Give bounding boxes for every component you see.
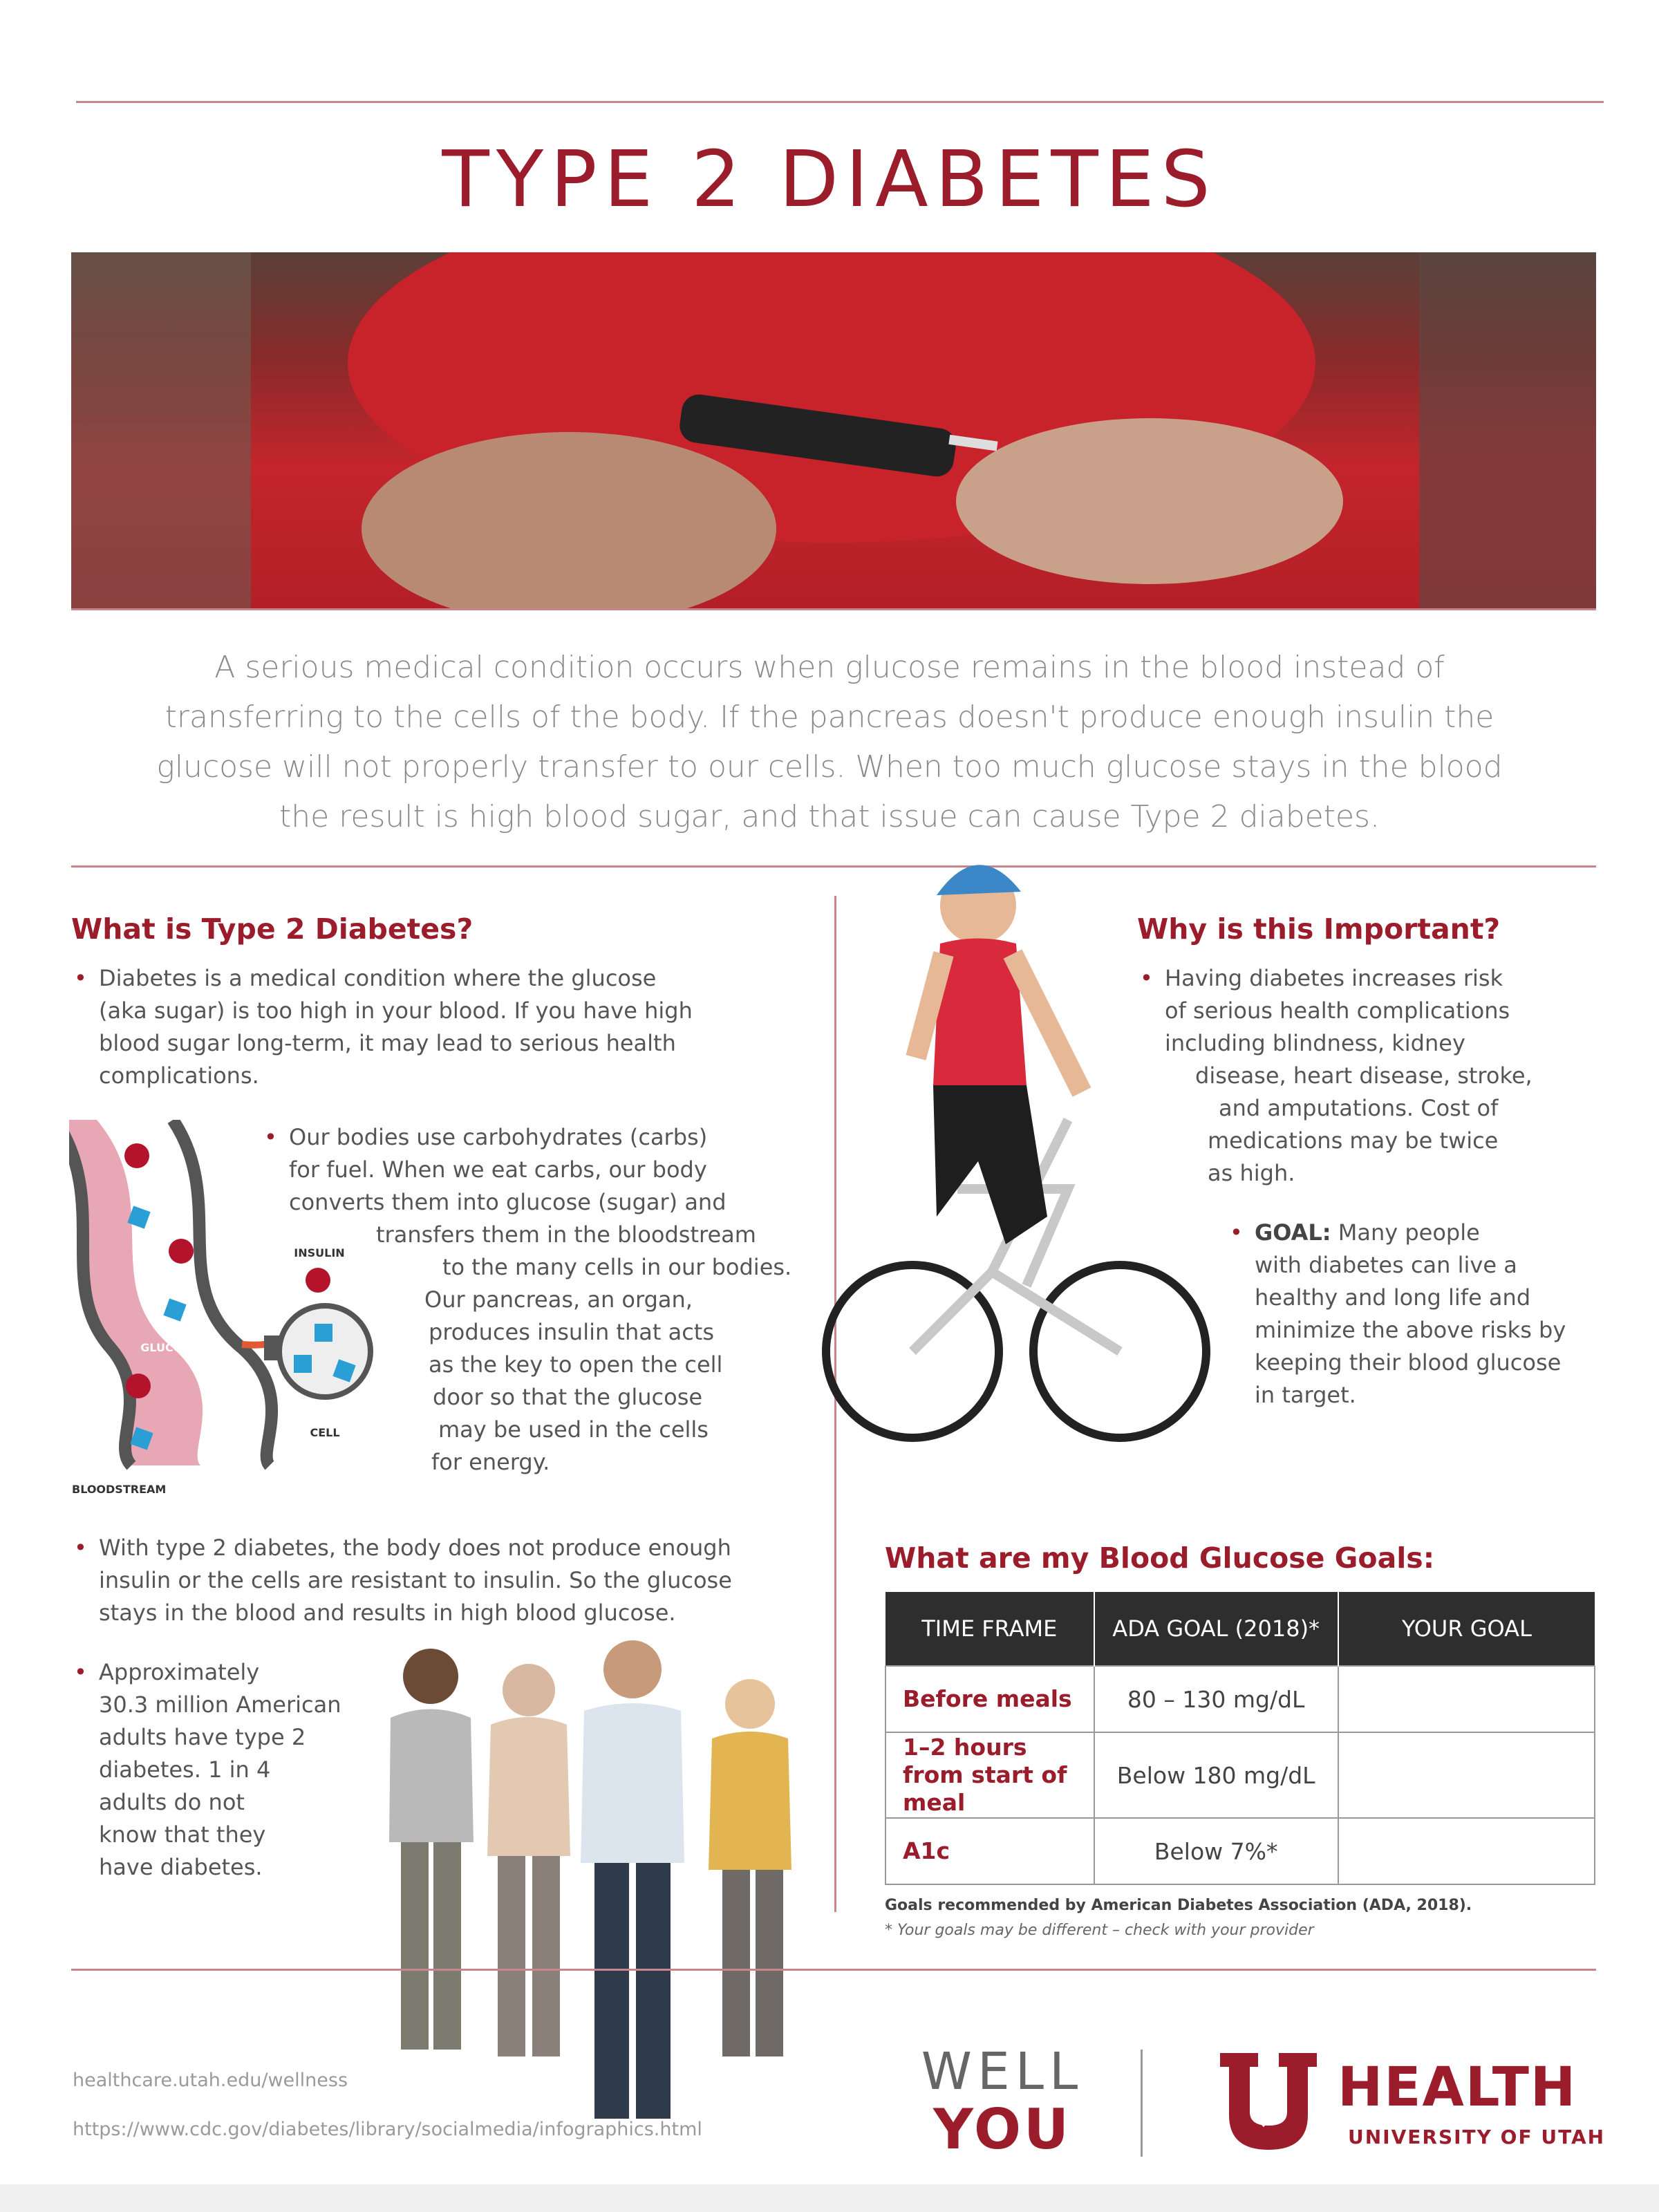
time-frame-cell: 1–2 hours from start of meal [885, 1732, 1094, 1818]
bullet-line: in target. [1255, 1382, 1356, 1408]
table-row [885, 1666, 1595, 1732]
bullet-line: diabetes. 1 in 4 [99, 1756, 271, 1783]
column-header: YOUR GOAL [1338, 1592, 1595, 1666]
person-figure [487, 1664, 570, 2056]
bullet-line: and amputations. Cost of [1219, 1095, 1499, 1121]
bullet-line: stays in the blood and results in high blood glucose. [99, 1600, 676, 1626]
hero-photo [71, 252, 1596, 610]
intro-line: transferring to the cells of the body. If the pancreas doesn't produce enough insulin the [165, 700, 1494, 735]
time-frame-cell: A1c [885, 1818, 1094, 1884]
footer-divider [1141, 2050, 1143, 2157]
bullet-line: adults do not [99, 1789, 245, 1815]
bullet-line: may be used in the cells [438, 1416, 709, 1443]
column-header: ADA GOAL (2018)* [1094, 1592, 1338, 1666]
u-health-logo-icon [1217, 2050, 1320, 2153]
bullet-line: insulin or the cells are resistant to insulin. So the glucose [99, 1567, 732, 1593]
hero-illustration [71, 252, 1596, 610]
bullet-line: 30.3 million American [99, 1691, 341, 1718]
goal-bullet [1230, 1217, 1566, 1412]
ada-goal-cell: Below 7%* [1094, 1818, 1338, 1884]
table-row [885, 1818, 1595, 1884]
footer-link-wellness[interactable]: healthcare.utah.edu/wellness [73, 2070, 348, 2091]
bullet-line: keeping their blood glucose [1255, 1349, 1562, 1376]
well-you-line1: WELL [921, 2042, 1084, 2101]
bullet-line: for fuel. When we eat carbs, our body [289, 1156, 707, 1183]
bullet-line: Diabetes is a medical condition where the glucose [99, 965, 657, 991]
intro-line: the result is high blood sugar, and that issue can cause Type 2 diabetes. [279, 799, 1380, 834]
what-is-bullet-2 [264, 1121, 792, 1479]
table-row [885, 1732, 1595, 1818]
bullet-line: know that they [99, 1821, 266, 1848]
footer-rule [71, 1969, 1596, 1971]
intro-line: glucose will not properly transfer to our cells. When too much glucose stays in the blood [156, 749, 1503, 785]
bullet-line: minimize the above risks by [1255, 1317, 1566, 1343]
goal-label: GOAL: [1255, 1219, 1331, 1246]
time-frame-cell: Before meals [885, 1666, 1094, 1732]
why-important-bullet [1140, 962, 1533, 1190]
glucose-label: GLUCOSE [140, 1341, 198, 1354]
bullet-line: for energy. [431, 1449, 550, 1475]
bullet-line: Our bodies use carbohydrates (carbs) [289, 1124, 708, 1150]
bullet-line: complications. [99, 1062, 259, 1089]
page-title: TYPE 2 DIABETES [442, 135, 1217, 225]
person-figure [709, 1679, 791, 2056]
bullet-line: of serious health complications [1165, 997, 1510, 1024]
ada-goal-cell: 80 – 130 mg/dL [1094, 1666, 1338, 1732]
bullet-line: door so that the glucose [433, 1384, 703, 1410]
bullet-dot: • [74, 1659, 87, 1685]
bullet-line: medications may be twice [1208, 1127, 1499, 1154]
health-wordmark: HEALTH [1338, 2056, 1577, 2119]
column-header: TIME FRAME [885, 1592, 1094, 1666]
bullet-line: produces insulin that acts [429, 1319, 714, 1345]
what-is-bullet-3 [74, 1532, 732, 1629]
bullet-line: Approximately [99, 1659, 260, 1685]
bullet-line: adults have type 2 [99, 1724, 306, 1750]
bullet-line: including blindness, kidney [1165, 1030, 1465, 1056]
cell-label: CELL [310, 1426, 340, 1439]
footer-link-cdc[interactable]: https://www.cdc.gov/diabetes/library/socialmedia/infographics.html [73, 2119, 702, 2140]
your-goal-cell[interactable] [1338, 1818, 1595, 1884]
people-photo [377, 1635, 819, 2133]
your-goal-cell[interactable] [1338, 1732, 1595, 1818]
bullet-line: transfers them in the bloodstream [376, 1221, 756, 1248]
bullet-dot: • [74, 965, 87, 991]
bullet-line: Having diabetes increases risk [1165, 965, 1503, 991]
insulin-label: INSULIN [294, 1246, 345, 1259]
intro-paragraph [97, 643, 1562, 842]
blood-cell-icon [124, 1143, 149, 1168]
hero-rule [71, 608, 1596, 610]
bullet-line: have diabetes. [99, 1854, 263, 1880]
bullet-line: (aka sugar) is too high in your blood. If you have high [99, 997, 693, 1024]
bullet-dot: • [1230, 1219, 1243, 1246]
intro-line: A serious medical condition occurs when glucose remains in the blood instead of [214, 650, 1445, 685]
bullet-line: as the key to open the cell [429, 1351, 723, 1378]
goal-text: Many people [1331, 1219, 1480, 1246]
goals-note: Goals recommended by American Diabetes Association (ADA, 2018). [885, 1897, 1472, 1914]
bullet-dot: • [74, 1535, 87, 1561]
blood-cell-icon [169, 1239, 194, 1264]
bullet-dot: • [264, 1124, 277, 1150]
glucose-goals-table [885, 1592, 1595, 1885]
person-figure [581, 1640, 684, 2119]
well-you-line2: YOU [932, 2097, 1072, 2162]
bullet-line: blood sugar long-term, it may lead to serious health [99, 1030, 676, 1056]
blood-cell-icon [126, 1374, 151, 1398]
bullet-line: as high. [1208, 1160, 1295, 1186]
bullet-line: healthy and long life and [1255, 1284, 1531, 1311]
well-you-logo [912, 2042, 1092, 2162]
bullet-line: converts them into glucose (sugar) and [289, 1189, 727, 1215]
university-wordmark: UNIVERSITY OF UTAH [1348, 2126, 1606, 2148]
bullet-line: with diabetes can live a [1255, 1252, 1517, 1278]
why-important-heading: Why is this Important? [1137, 912, 1501, 946]
ada-goal-cell: Below 180 mg/dL [1094, 1732, 1338, 1818]
table-header-row [885, 1592, 1595, 1666]
goals-heading: What are my Blood Glucose Goals: [885, 1541, 1435, 1575]
bullet-line: to the many cells in our bodies. [442, 1254, 792, 1280]
goals-disclaimer: * Your goals may be different – check with your provider [885, 1922, 1314, 1939]
bullet-line [1255, 1217, 1566, 1249]
bullet-line: Our pancreas, an organ, [424, 1286, 693, 1313]
page-bottom-edge [0, 2184, 1659, 2212]
what-is-bullet-1 [74, 962, 693, 1092]
bullet-line: disease, heart disease, stroke, [1195, 1062, 1533, 1089]
top-rule [76, 101, 1604, 103]
what-is-heading: What is Type 2 Diabetes? [71, 912, 474, 946]
bullet-line: With type 2 diabetes, the body does not produce enough [99, 1535, 731, 1561]
person-figure [389, 1649, 474, 2050]
cell-door-icon [264, 1335, 281, 1360]
bloodstream-label: BLOODSTREAM [72, 1483, 167, 1496]
your-goal-cell[interactable] [1338, 1666, 1595, 1732]
what-is-bullet-4 [74, 1656, 341, 1884]
glucose-icon [163, 1298, 186, 1321]
bullet-dot: • [1140, 965, 1153, 991]
